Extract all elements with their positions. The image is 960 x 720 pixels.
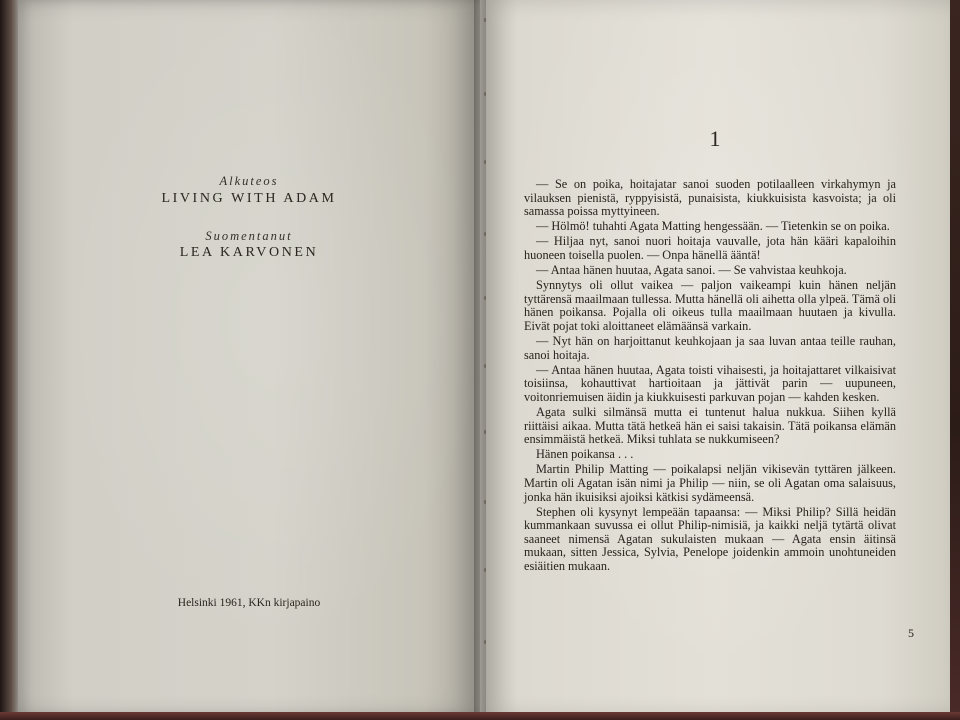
binding-stitch	[484, 160, 486, 164]
right-page	[480, 0, 950, 716]
left-page	[18, 0, 480, 716]
publication-imprint: Helsinki 1961, KKn kirjapaino	[177, 597, 321, 609]
paragraph: Hänen poikansa . . .	[536, 447, 634, 462]
page-number: 5	[908, 626, 914, 640]
paragraph: — Hölmö! tuhahti Agata Matting hengessään. — Tietenkin se on poika.	[536, 219, 890, 234]
binding-stitch	[484, 296, 486, 300]
original-work-title: LIVING WITH ADAM	[161, 191, 337, 206]
paragraph: Martin Philip Matting — poikalapsi neljän vikisevän tyttären jälkeen. Martin oli Agatan isän nimi ja Philip — niin, se oli Agatan oma salaisuus, jonka hän ikuisiksi ajoiksi kätkisi sydämeensä.	[524, 462, 896, 504]
binding-stitch	[484, 364, 486, 368]
binding-stitch	[484, 500, 486, 504]
paragraph: — Antaa hänen huutaa, Agata sanoi. — Se vahvistaa keuhkoja.	[536, 263, 847, 278]
binding-stitch	[484, 640, 486, 644]
chapter-text	[524, 178, 896, 575]
paragraph: — Nyt hän on harjoittanut keuhkojaan ja saa luvan antaa teille rauhan, sanoi hoitaja.	[524, 334, 896, 362]
binding-stitch	[484, 92, 486, 96]
binding-stitch	[484, 568, 486, 572]
binding-stitch	[484, 430, 486, 434]
paragraph: Agata sulki silmänsä mutta ei tuntenut halua nukkua. Siihen kyllä riittäisi aikaa. Mutta tätä hetkeä hän ei saisi takaisin. Tätä poikansa elämän ensimmäistä hetkeä. Miksi tuhlata se nukkumiseen?	[524, 405, 896, 447]
book-gutter	[474, 0, 486, 716]
paragraph: — Se on poika, hoitajatar sanoi suoden potilaalleen virkahymyn ja vilauksen pienistä, ryppyisistä, punaisista, kiukkuisista kasvoista; ja oli samassa poissa myttyineen.	[524, 177, 896, 219]
paragraph: — Hiljaa nyt, sanoi nuori hoitaja vauvalle, jota hän kääri kapaloihin huoneen toisella puolen. — Onpa hänellä ääntä!	[524, 234, 896, 262]
chapter-number: 1	[709, 126, 721, 151]
translator-name: LEA KARVONEN	[179, 245, 319, 260]
binding-stitch	[484, 232, 486, 236]
binding-stitch	[484, 18, 486, 22]
paragraph: — Antaa hänen huutaa, Agata toisti vihaisesti, ja hoitajattaret vilkaisivat toisiinsa, kohauttivat hartioitaan ja jättivät parin — uupuneen, voitonriemuisen äidin ja kiukkuisesti parkuvan pojan — kahden kesken.	[524, 362, 896, 404]
table-surface	[0, 712, 960, 720]
translator-label: Suomentanut	[205, 229, 293, 243]
original-work-label: Alkuteos	[219, 174, 279, 188]
paragraph: Stephen oli kysynyt lempeään tapaansa: — Miksi Philip? Sillä heidän kummankaan suvussa ei ollut Philip-nimisiä, ja kaikki neljä tytärtä olivat saaneet nimensä Agatan sukulaisten mukaan — Agata ensin äitinsä mukaan, sitten Jessica, Sylvia, Penelope joidenkin ammoin unohtuneiden esiäitien mukaan.	[524, 504, 896, 574]
book-cover-edge	[0, 0, 18, 720]
paragraph: Synnytys oli ollut vaikea — paljon vaikeampi kuin hänen neljän tyttärensä maailmaan tullessa. Mutta hänellä oli aihetta olla ylpeä. Tämä oli hänen poikansa. Pojalla oli oikeus tulla maailmaan huutaen ja kivulla. Eivät pojat toki aloittaneet elämäänsä varkain.	[524, 278, 896, 333]
